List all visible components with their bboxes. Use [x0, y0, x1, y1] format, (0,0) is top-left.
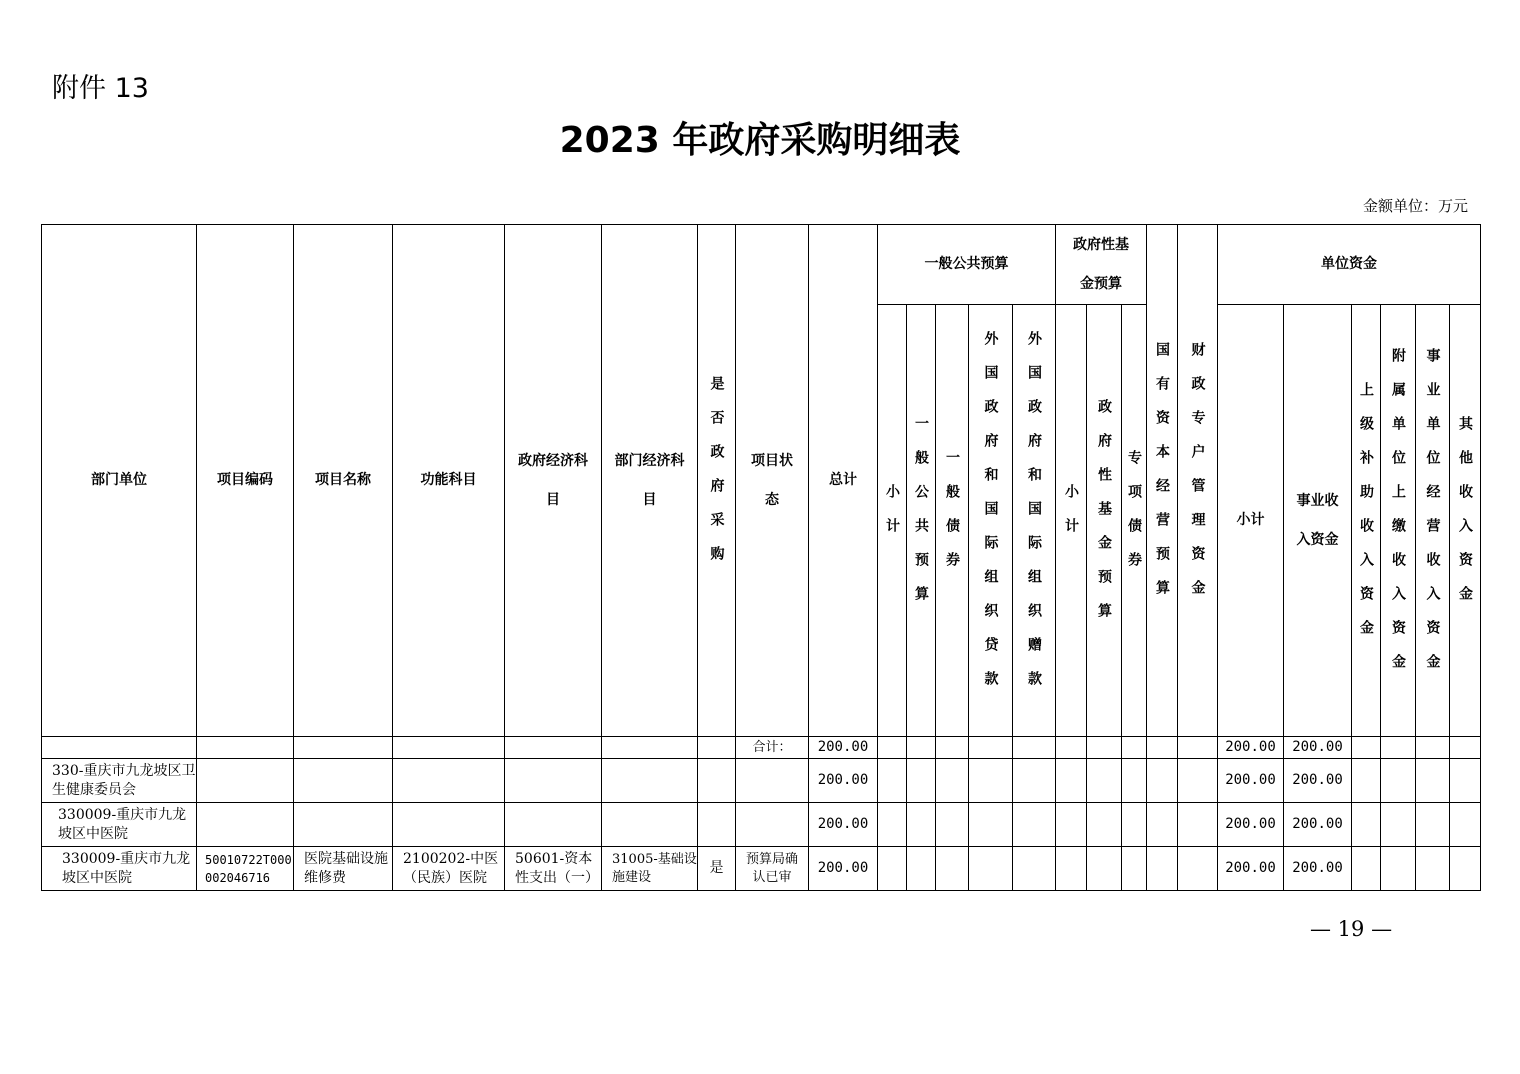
- header-u-subtotal: 小计: [1218, 305, 1284, 737]
- header-g-foreign-grant: 外国政府和国际组织赠款: [1026, 330, 1042, 705]
- cell-is-gov: [698, 737, 736, 759]
- cell-u-subtotal: 200.00: [1218, 737, 1284, 759]
- header-fiscal-special-cell: [1178, 225, 1218, 737]
- header-state-capital-cell: [1147, 225, 1178, 737]
- amount-unit: 金额单位：万元: [1362, 197, 1468, 215]
- page-number: — 19 —: [1310, 917, 1393, 941]
- header-code: 项目编码: [197, 225, 294, 737]
- cell-code: [197, 737, 294, 759]
- cell-dept: [42, 737, 197, 759]
- table-row: [42, 737, 1481, 759]
- header-u-operating-cell: [1416, 305, 1450, 737]
- cell-u-subtotal: 200.00: [1218, 803, 1284, 847]
- cell-u-subtotal: 200.00: [1218, 759, 1284, 803]
- header-g-subtotal: 小计: [884, 483, 900, 552]
- cell-u-business: 200.00: [1284, 803, 1352, 847]
- header-f-fund: 政府性基金预算: [1096, 398, 1112, 637]
- cell-gov-econ: [505, 737, 602, 759]
- cell-dept: 330-重庆市九龙坡区卫生健康委员会: [42, 759, 197, 803]
- header-total: 总计: [809, 225, 878, 737]
- cell-dept-econ: [602, 737, 698, 759]
- header-state-capital: 国有资本经营预算: [1154, 341, 1170, 614]
- header-f-fund-cell: [1087, 305, 1122, 737]
- header-u-affiliate: 附属单位上缴收入资金: [1390, 347, 1406, 688]
- header-general: 一般公共预算: [878, 225, 1056, 305]
- cell-total: 200.00: [809, 847, 878, 891]
- header-is-gov-cell: [698, 225, 736, 737]
- cell-status: 合计：: [736, 737, 809, 759]
- header-unit-funds: 单位资金: [1218, 225, 1481, 305]
- procurement-table: [41, 224, 1481, 891]
- cell-name: 医院基础设施维修费: [294, 847, 393, 891]
- header-g-foreign-grant-cell: [1013, 305, 1056, 737]
- header-g-foreign-loan-cell: [969, 305, 1013, 737]
- header-u-other: 其他收入资金: [1457, 415, 1473, 620]
- cell-dept: 330009-重庆市九龙坡区中医院: [42, 803, 197, 847]
- cell-u-subtotal: 200.00: [1218, 847, 1284, 891]
- header-dept-econ: 部门经济科目: [602, 225, 698, 737]
- header-g-public: 一般公共预算: [913, 415, 929, 620]
- cell-u-business: 200.00: [1284, 759, 1352, 803]
- header-g-foreign-loan: 外国政府和国际组织贷款: [982, 330, 999, 705]
- cell-dept-econ: [602, 803, 698, 847]
- cell-name: [294, 803, 393, 847]
- table-row: [42, 803, 1481, 847]
- cell-func: [393, 737, 505, 759]
- header-u-superior-cell: [1352, 305, 1381, 737]
- header-is-gov: 是否政府采购: [708, 375, 725, 580]
- header-g-bond-cell: [936, 305, 969, 737]
- cell-total: 200.00: [809, 803, 878, 847]
- cell-code: [197, 803, 294, 847]
- header-fund: 政府性基金预算: [1056, 225, 1147, 305]
- header-status: 项目状态: [736, 225, 809, 737]
- header-u-superior: 上级补助收入资金: [1358, 381, 1374, 654]
- cell-name: [294, 737, 393, 759]
- header-g-subtotal-cell: [878, 305, 907, 737]
- cell-is-gov: [698, 759, 736, 803]
- cell-dept: 330009-重庆市九龙坡区中医院: [42, 847, 197, 891]
- table-row: [42, 847, 1481, 891]
- header-u-operating: 事业单位经营收入资金: [1424, 347, 1441, 688]
- cell-is-gov: [698, 803, 736, 847]
- cell-status: [736, 759, 809, 803]
- cell-gov-econ: 50601-资本性支出（一）: [505, 847, 602, 891]
- cell-total: 200.00: [809, 737, 878, 759]
- cell-gov-econ: [505, 803, 602, 847]
- header-fiscal-special: 财政专户管理资金: [1189, 341, 1206, 614]
- header-f-subtotal: 小计: [1063, 483, 1079, 552]
- header-gov-econ: 政府经济科目: [505, 225, 602, 737]
- header-f-bond: 专项债券: [1126, 449, 1142, 586]
- header-name: 项目名称: [294, 225, 393, 737]
- page-title: 2023 年政府采购明细表: [559, 120, 961, 161]
- cell-name: [294, 759, 393, 803]
- header-u-affiliate-cell: [1381, 305, 1416, 737]
- cell-func: 2100202-中医（民族）医院: [393, 847, 505, 891]
- cell-code: [197, 759, 294, 803]
- cell-u-business: 200.00: [1284, 847, 1352, 891]
- cell-code: 50010722T000002046716: [197, 847, 294, 891]
- header-dept: 部门单位: [42, 225, 197, 737]
- cell-func: [393, 803, 505, 847]
- cell-dept-econ: 31005-基础设施建设: [602, 847, 698, 891]
- header-f-bond-cell: [1122, 305, 1147, 737]
- header-u-other-cell: [1450, 305, 1481, 737]
- cell-is-gov: 是: [698, 847, 736, 891]
- header-f-subtotal-cell: [1056, 305, 1087, 737]
- cell-u-business: 200.00: [1284, 737, 1352, 759]
- table-row: [42, 759, 1481, 803]
- cell-func: [393, 759, 505, 803]
- header-g-public-cell: [907, 305, 936, 737]
- cell-dept-econ: [602, 759, 698, 803]
- attachment-label: 附件 13: [52, 73, 149, 104]
- cell-status: [736, 803, 809, 847]
- header-u-business: 事业收入资金: [1284, 305, 1352, 737]
- cell-total: 200.00: [809, 759, 878, 803]
- header-g-bond: 一般债券: [944, 449, 960, 586]
- header-func: 功能科目: [393, 225, 505, 737]
- cell-gov-econ: [505, 759, 602, 803]
- cell-status: 预算局确认已审: [736, 847, 809, 891]
